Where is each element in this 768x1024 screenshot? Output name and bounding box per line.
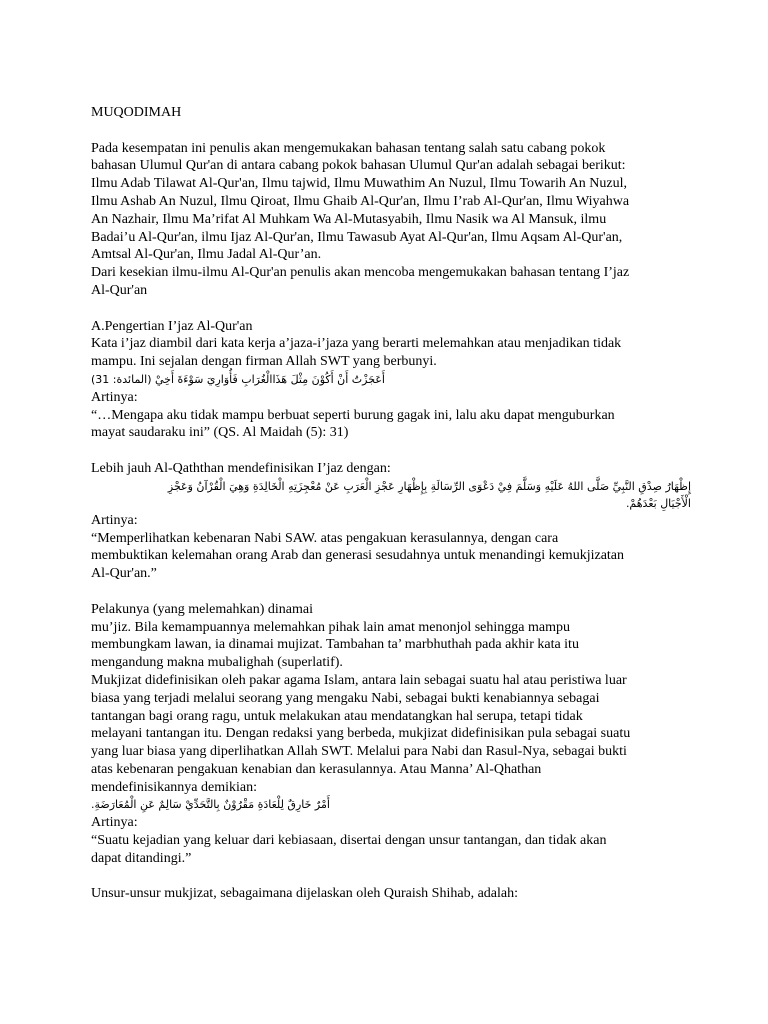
arabic-definition-2: أَمْرٌ خَارِقٌ لِلْعَادَةِ مَقْرُوْنٌ بِالتَّحَدِّيْ سَالِمٌ عَنِ الْمُعَارَضَةِ. (91, 798, 330, 812)
translation-quote (91, 530, 691, 583)
intro-line: Amtsal Al-Qur'an, Ilmu Jadal Al-Qur’an. (91, 247, 322, 263)
spacer (91, 442, 691, 460)
arabic-definition-line: إِظْهَارُ صِدْقِ النَّبِيِّ صَلَّى اللهُ عَلَيْهِ وَسَلَّمَ فِيْ دَعْوَى الرِّسَالَةِ بِإِظْهَارِ عَجْزِ الْعَرَبِ عَنْ مُعْجِزَتِهِ الْخَالِدَةِ وَهِيَ الْقُرْآنُ وَعَجْزِ (167, 479, 691, 493)
intro-line: An Nazhair, Ilmu Ma’rifat Al Muhkam Wa Al-Mutasyabih, Ilmu Nasik wa Al Mansuk, ilmu (91, 211, 607, 227)
translation-line: “…Mengapa aku tidak mampu berbuat seperti burung gagak ini, lalu aku dapat menguburkan (91, 407, 615, 423)
intro-second-paragraph (91, 264, 691, 300)
arabic-verse: أَعَجَزْتُ أَنْ أَكُوْنَ مِثْلَ هَذَاالْغُرَابِ فَأُوَارِيَ سَوْءَةَ أَخِيْ (المائدة: 31) (91, 372, 385, 386)
mukjizat-line: Mukjizat didefinisikan oleh pakar agama Islam, antara lain sebagai suatu hal atau peristiwa luar (91, 672, 627, 688)
artinya-label: Artinya: (91, 512, 138, 528)
intro-paragraph (91, 140, 691, 265)
translation-line: dapat ditandingi.” (91, 850, 192, 866)
translation-quote (91, 407, 691, 443)
translation-quote (91, 832, 691, 868)
artinya-label: Artinya: (91, 389, 138, 405)
mujiz-line: mengandung makna mubalighah (superlatif). (91, 655, 343, 671)
mukjizat-line: tantangan bagi orang ragu, untuk melakukan atau mendatangkan hal serupa, tetapi tidak (91, 708, 583, 724)
qaththan-intro: Lebih jauh Al-Qaththan mendefinisikan I’jaz dengan: (91, 460, 391, 476)
section-a-paragraph (91, 335, 691, 371)
spacer (91, 122, 691, 140)
mukjizat-line: atas kebenaran pengakuan kenabian dan kerasulannya. Atau Manna’ Al-Qhathan (91, 761, 542, 777)
translation-line: “Memperlihatkan kebenaran Nabi SAW. atas pengakuan kerasulannya, dengan cara (91, 530, 559, 546)
arabic-definition-line: الْأَجْيَالِ بَعْدَهُمْ. (625, 496, 691, 510)
section-a-line: mampu. Ini sejalan dengan firman Allah SWT yang berbunyi. (91, 354, 437, 370)
section-a-heading: A.Pengertian I’jaz Al-Qur'an (91, 318, 253, 334)
intro-line: Ilmu Adab Tilawat Al-Qur'an, Ilmu tajwid, Ilmu Muwathim An Nuzul, Ilmu Towarih An Nuzul, (91, 176, 627, 192)
section-a-line: Kata i’jaz diambil dari kata kerja a’jaza-i’jaza yang berarti melemahkan atau menjadikan tidak (91, 336, 622, 352)
intro-line: Pada kesempatan ini penulis akan mengemukakan bahasan tentang salah satu cabang pokok (91, 140, 606, 156)
mukjizat-line: melayani tantangan itu. Dengan redaksi yang berbeda, mukjizat didefinisikan pula sebagai suatu (91, 726, 631, 742)
spacer (91, 300, 691, 318)
pelakunya-line: Pelakunya (yang melemahkan) dinamai (91, 601, 313, 617)
intro-line: Badai’u Al-Qur'an, ilmu Ijaz Al-Qur'an, Ilmu Tawasub Ayat Al-Qur'an, Ilmu Aqsam Al-Qur'an, (91, 229, 623, 245)
translation-line: Al-Qur'an.” (91, 566, 157, 582)
intro2-line: Dari kesekian ilmu-ilmu Al-Qur'an penulis akan mencoba mengemukakan bahasan tentang I’jaz (91, 265, 630, 281)
mukjizat-line: yang luar biasa yang diperlihatkan Allah SWT. Melalui para Nabi dan Rasul-Nya, sebagai bukti (91, 744, 627, 760)
document-title: MUQODIMAH (91, 105, 182, 120)
spacer (91, 583, 691, 601)
mukjizat-line: mendefinisikannya demikian: (91, 779, 258, 795)
mujiz-line: membungkam lawan, ia dinamai mujizat. Tambahan ta’ marbhuthah pada akhir kata itu (91, 637, 579, 653)
closing-line: Unsur-unsur mukjizat, sebagaimana dijelaskan oleh Quraish Shihab, adalah: (91, 886, 518, 902)
intro-line: bahasan Ulumul Qur'an di antara cabang pokok bahasan Ulumul Qur'an adalah sebagai berikut: (91, 158, 626, 174)
translation-line: membuktikan kelemahan orang Arab dan generasi sesudahnya untuk menandingi kemukjizatan (91, 548, 625, 564)
intro2-line: Al-Qur'an (91, 282, 148, 298)
mujiz-line: mu’jiz. Bila kemampuannya melemahkan pihak lain amat menonjol sehingga mampu (91, 619, 570, 635)
document-page (91, 104, 691, 903)
mukjizat-paragraph (91, 672, 691, 797)
arabic-definition (91, 478, 691, 512)
translation-line: “Suatu kejadian yang keluar dari kebiasaan, disertai dengan unsur tantangan, dan tidak akan (91, 833, 607, 849)
intro-line: Ilmu Ashab An Nuzul, Ilmu Qiroat, Ilmu Ghaib Al-Qur'an, Ilmu I’rab Al-Qur'an, Ilmu Wiyahwa (91, 193, 630, 209)
mukjizat-line: biasa yang terjadi melalui seorang yang mengaku Nabi, sebagai bukti kenabiannya sebagai (91, 690, 600, 706)
translation-line: mayat saudaraku ini” (QS. Al Maidah (5): 31) (91, 425, 349, 441)
spacer (91, 868, 691, 886)
artinya-label: Artinya: (91, 815, 138, 831)
mujiz-paragraph (91, 619, 691, 672)
